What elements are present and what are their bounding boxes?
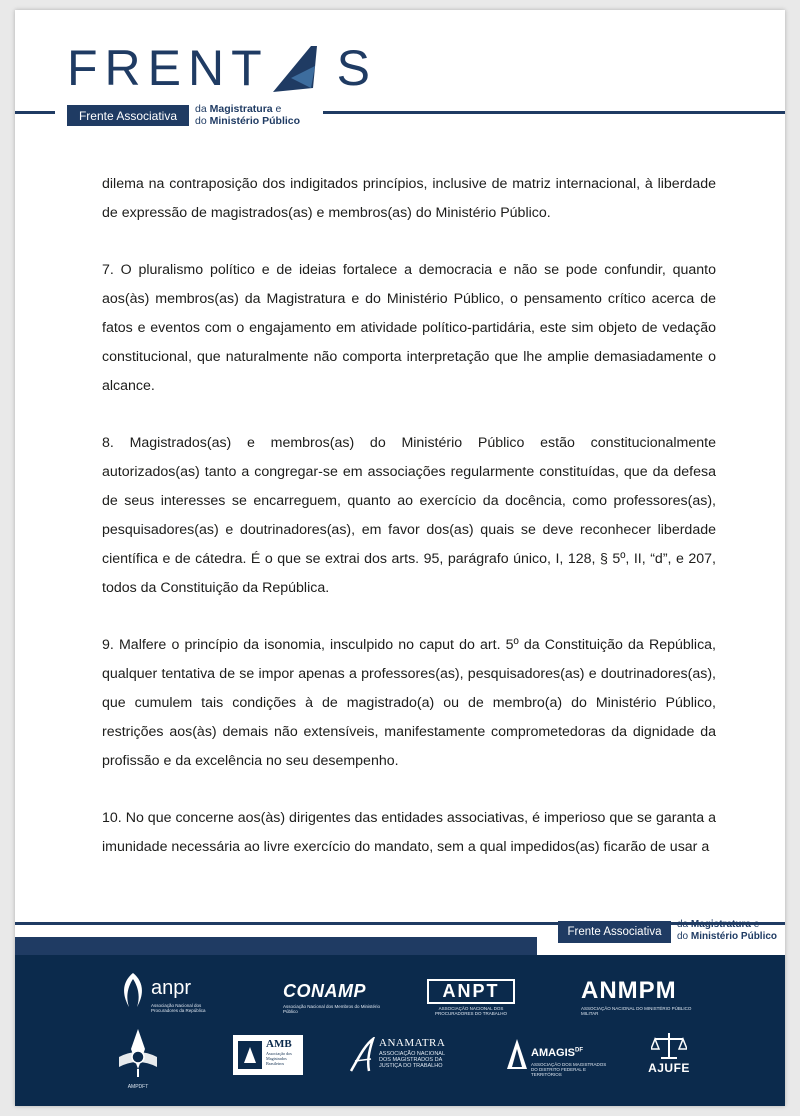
- ampdft-logo: AMPDFT: [115, 1027, 161, 1090]
- ajufe-logo: AJUFE: [643, 1031, 695, 1075]
- anmpm-logo: ANMPM ASSOCIAÇÃO NACIONAL DO MINISTÉRIO PÚBLICO MILITAR: [581, 977, 692, 1016]
- logo-word-right: S: [336, 40, 378, 96]
- amb-emblem-icon: [236, 1039, 264, 1071]
- footer-bar: [15, 937, 537, 955]
- logo-word-left: FRENT: [67, 40, 269, 96]
- paragraph: 10. No que concerne aos(às) dirigentes das entidades associativas, é imperioso que se garanta a imunidade necessária ao livre exercício do mandato, sem a qual impedidos(as) ficarão de usar a: [102, 810, 716, 855]
- ajufe-scales-icon: [651, 1031, 687, 1061]
- logo-a-arrow-icon: [271, 42, 331, 94]
- amb-logo: [233, 1035, 305, 1075]
- paragraph: 8. Magistrados(as) e membros(as) do Ministério Público estão constitucionalmente autorizados(as) tanto a congregar-se em associações regularmente constituídas, que da defesa de seus interesses se encarreguem, quanto ao exercício da docência, como professores(as), pesquisadores(as) e doutrinadores(as), em favor dos(as) quais se deve reconhecer liberdade científica e de cátedra. É o que se extrai dos arts. 95, parágrafo único, I, 128, § 5º, II, “d”, e 207, todos da Constituição da República.: [102, 435, 716, 596]
- document-body: [102, 170, 716, 890]
- frentas-logo: [67, 40, 377, 96]
- paragraph: 9. Malfere o princípio da isonomia, insculpido no caput do art. 5º da Constituição da República, qualquer tentativa de se impor apenas a professores(as), pesquisadores(as) e doutrinadores(as), que cumulem tais condições à de magistrado(a) ou de membro(a) do Ministério Público, restrições aos(às) demais não extensíveis, manifestamente comprometedoras da dignidade da profissão e da excelência no seu desempenho.: [102, 637, 716, 769]
- paragraph: dilema na contraposição dos indigitados princípios, inclusive de matriz internacional, à liberdade de expressão de magistrados(as) e membros(as) do Ministério Público.: [102, 176, 716, 221]
- document-page: [15, 10, 785, 1106]
- footer-subtitle: da Magistratura e do Ministério Público: [677, 919, 778, 942]
- anpt-logo: ANPT ASSOCIAÇÃO NACIONAL DOS PROCURADORES DO TRABALHO: [427, 979, 515, 1016]
- footer-badge: Frente Associativa: [558, 921, 671, 943]
- header-badge: Frente Associativa: [67, 105, 189, 126]
- partner-logos-panel: anpr Associação Nacional dos Procuradores da República CONAMP Associação Nacional dos Membros do Ministério Público ANPT ASSOCIAÇÃO NACIONAL DOS PROCURADORES DO TRABALHO ANMPM ASSOCIAÇÃO NACIONAL DO MINISTÉRIO PÚBLICO MILITAR AMPDFT AMB Associação dos Magistrados Brasileiros ANAMATRA ASSOCIAÇÃO NACIONAL DOS MAGISTRADOS DA JUSTIÇA DO TRABALHO $AMAGIS^{DF}$ ASSOCIAÇÃO DOS MAGISTRADOS DO DISTRITO FEDERAL E TERRITÓRIOS AJUFE: [15, 955, 785, 1106]
- anamatra-a-icon: [349, 1037, 377, 1073]
- ampdft-emblem-icon: [115, 1027, 161, 1085]
- amb-box: AMB Associação dos Magistrados Brasileiros: [233, 1035, 303, 1075]
- header-rule-left: [15, 111, 55, 114]
- amagis-emblem-icon: [505, 1037, 529, 1071]
- conamp-logo: CONAMP Associação Nacional dos Membros do Ministério Público: [283, 981, 381, 1014]
- paragraph: 7. O pluralismo político e de ideias fortalece a democracia e não se pode confundir, quanto aos(às) membros(as) da Magistratura e do Ministério Público, o pensamento crítico acerca de fatos e eventos com o engajamento em atividade político-partidária, este sim objeto de vedação constitucional, que naturalmente não comporta interpretação que lhe amplie demasiadamente o alcance.: [102, 262, 716, 394]
- header-rule-right: [323, 111, 785, 114]
- anpr-emblem-icon: [119, 971, 149, 1011]
- amagis-title: $AMAGIS^{DF}$: [531, 1047, 583, 1059]
- header-subtitle: da Magistratura e do Ministério Público: [195, 103, 301, 127]
